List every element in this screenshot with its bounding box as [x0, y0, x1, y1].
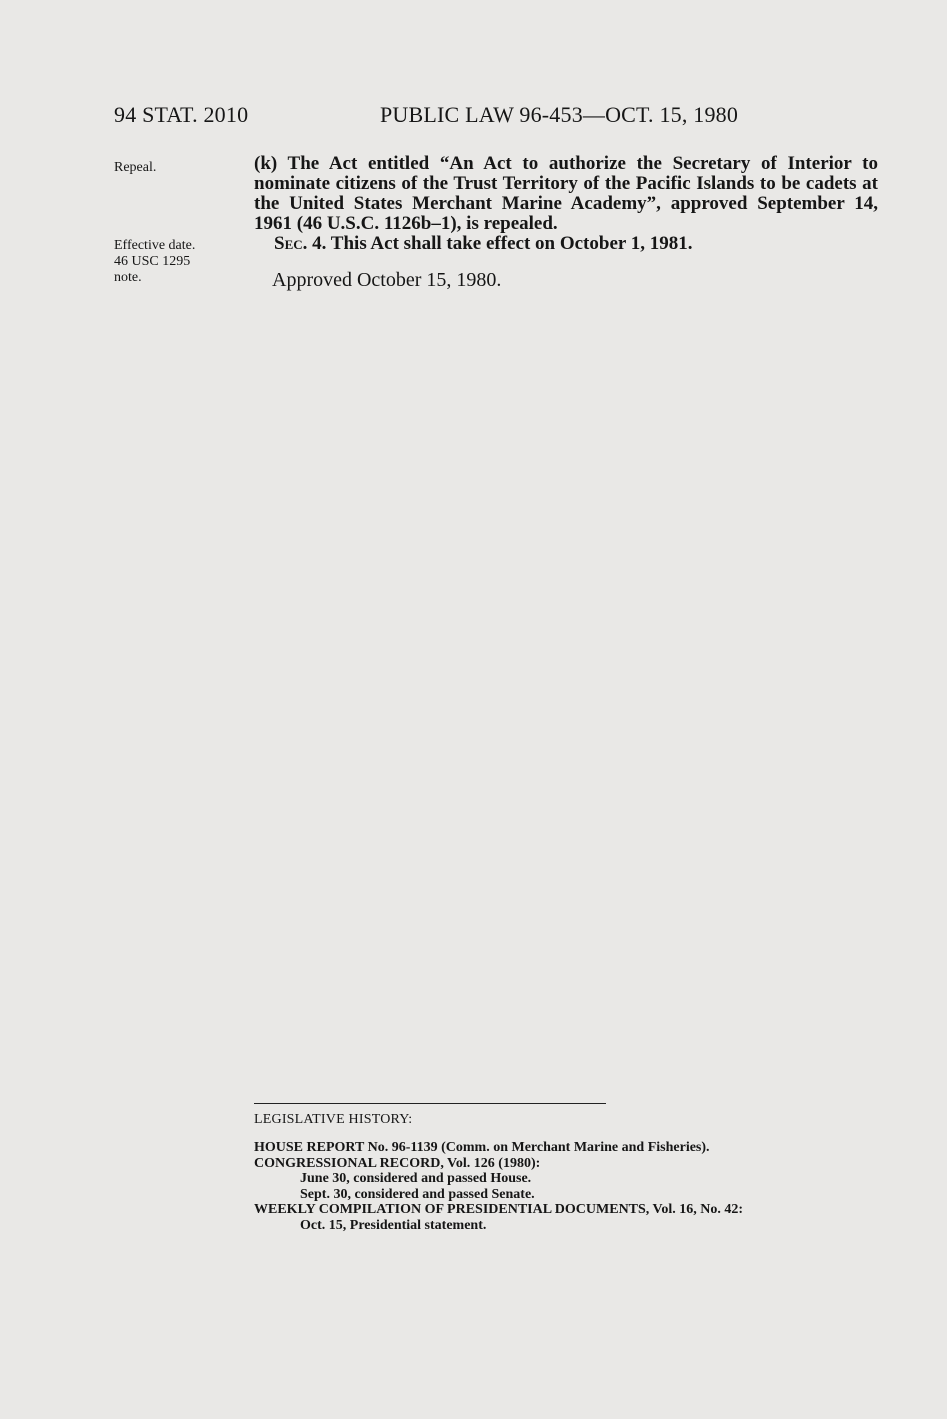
legislative-history-line: HOUSE REPORT No. 96-1139 (Comm. on Merchant Marine and Fisheries). — [254, 1140, 710, 1155]
margin-note-line: note. — [114, 270, 142, 285]
legislative-history-title: LEGISLATIVE HISTORY: — [254, 1112, 413, 1127]
section-text: This Act shall take effect on October 1, 1981. — [326, 233, 693, 254]
legislative-history-line: WEEKLY COMPILATION OF PRESIDENTIAL DOCUMENTS, Vol. 16, No. 42: — [254, 1202, 744, 1217]
footnote-divider — [254, 1103, 606, 1104]
legislative-history-line: Oct. 15, Presidential statement. — [300, 1217, 487, 1233]
legislative-history-line: Sept. 30, considered and passed Senate. — [300, 1186, 535, 1202]
statute-page-number: 94 STAT. 2010 — [114, 102, 249, 127]
paragraph-k: (k) The Act entitled “An Act to authorize the Secretary of Interior to nominate citizens of the Trust Territory of the Pacific Islands to be cadets at the United States Merchant Marine Academy”, approved September 14, 1961 (46 U.S.C. 1126b–1), is repealed. — [254, 153, 878, 234]
margin-note-line: Effective date. — [114, 238, 196, 253]
approval-line: Approved October 15, 1980. — [272, 269, 502, 291]
legislative-history-line: CONGRESSIONAL RECORD, Vol. 126 (1980): — [254, 1155, 541, 1171]
margin-note-line: 46 USC 1295 — [114, 254, 191, 269]
reverse-side-bleed-through — [254, 138, 878, 978]
section-label: Sec. 4. — [274, 233, 327, 254]
legislative-history-line: June 30, considered and passed House. — [300, 1171, 532, 1186]
legislative-history-list — [254, 1140, 743, 1233]
margin-note-repeal: Repeal. — [114, 160, 157, 175]
running-head: PUBLIC LAW 96-453—OCT. 15, 1980 — [380, 102, 739, 127]
section-4 — [254, 234, 878, 254]
margin-note-effective-date — [114, 238, 195, 286]
